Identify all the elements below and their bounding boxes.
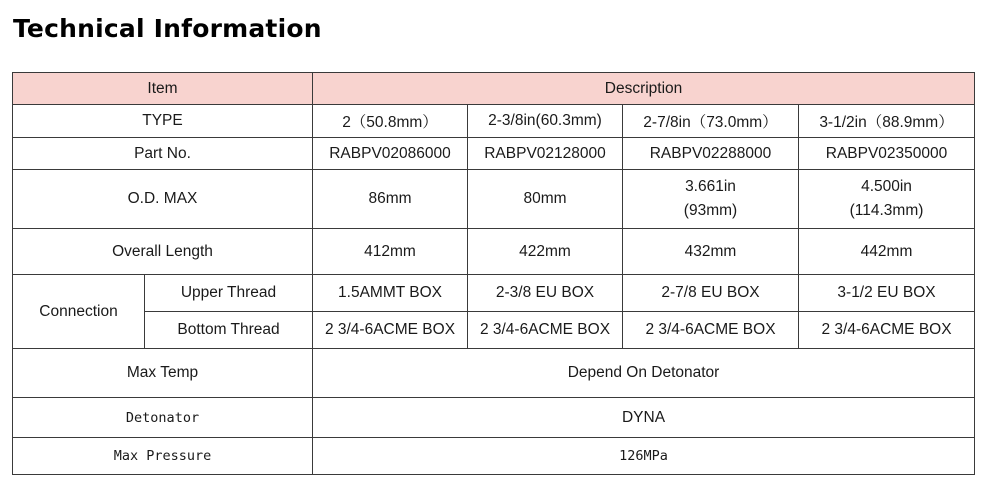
description-header: Description: [313, 73, 975, 105]
connection-label: Connection: [13, 275, 145, 349]
detonator-value: DYNA: [313, 398, 975, 438]
upper-thread-cell: 1.5AMMT BOX: [313, 275, 468, 312]
od-max-value: 4.500in: [861, 178, 912, 195]
part-no-cell: RABPV02086000: [313, 138, 468, 170]
overall-length-cell: 442mm: [799, 229, 975, 275]
part-no-label: Part No.: [13, 138, 313, 170]
max-pressure-value: 126MPa: [313, 438, 975, 475]
upper-thread-label: Upper Thread: [145, 275, 313, 312]
upper-thread-cell: 2-7/8 EU BOX: [623, 275, 799, 312]
type-row: [13, 105, 975, 138]
bottom-thread-label: Bottom Thread: [145, 312, 313, 349]
bottom-thread-cell: 2 3/4-6ACME BOX: [799, 312, 975, 349]
od-max-row: [13, 170, 975, 229]
type-cell: 3-1/2in（88.9mm）: [799, 105, 975, 138]
overall-length-cell: 432mm: [623, 229, 799, 275]
overall-length-cell: 422mm: [468, 229, 623, 275]
detonator-row: [13, 398, 975, 438]
od-max-cell: [623, 170, 799, 229]
upper-thread-row: [13, 275, 975, 312]
od-max-cell: [313, 170, 468, 229]
max-pressure-row: [13, 438, 975, 475]
part-no-cell: RABPV02128000: [468, 138, 623, 170]
part-no-cell: RABPV02350000: [799, 138, 975, 170]
od-max-metric: (93mm): [683, 202, 738, 219]
detonator-label: Detonator: [13, 398, 313, 438]
overall-length-cell: 412mm: [313, 229, 468, 275]
technical-info-table: [12, 72, 975, 475]
od-max-cell: [799, 170, 975, 229]
od-max-value: 80mm: [523, 190, 567, 207]
max-temp-row: [13, 349, 975, 398]
type-label: TYPE: [13, 105, 313, 138]
max-pressure-label: Max Pressure: [13, 438, 313, 475]
od-max-value: 86mm: [368, 190, 412, 207]
max-temp-label: Max Temp: [13, 349, 313, 398]
overall-length-label: Overall Length: [13, 229, 313, 275]
item-header: Item: [13, 73, 313, 105]
od-max-metric: (114.3mm): [849, 202, 924, 219]
part-no-cell: RABPV02288000: [623, 138, 799, 170]
header-row: [13, 73, 975, 105]
bottom-thread-cell: 2 3/4-6ACME BOX: [623, 312, 799, 349]
overall-length-row: [13, 229, 975, 275]
type-cell: 2（50.8mm）: [313, 105, 468, 138]
bottom-thread-cell: 2 3/4-6ACME BOX: [468, 312, 623, 349]
type-cell: 2-3/8in(60.3mm): [468, 105, 623, 138]
od-max-value: 3.661in: [685, 178, 736, 195]
type-cell: 2-7/8in（73.0mm）: [623, 105, 799, 138]
upper-thread-cell: 3-1/2 EU BOX: [799, 275, 975, 312]
od-max-label: O.D. MAX: [13, 170, 313, 229]
bottom-thread-cell: 2 3/4-6ACME BOX: [313, 312, 468, 349]
bottom-thread-row: [13, 312, 975, 349]
max-temp-value: Depend On Detonator: [313, 349, 975, 398]
page-title: Technical Information: [13, 14, 322, 43]
part-no-row: [13, 138, 975, 170]
od-max-cell: [468, 170, 623, 229]
upper-thread-cell: 2-3/8 EU BOX: [468, 275, 623, 312]
